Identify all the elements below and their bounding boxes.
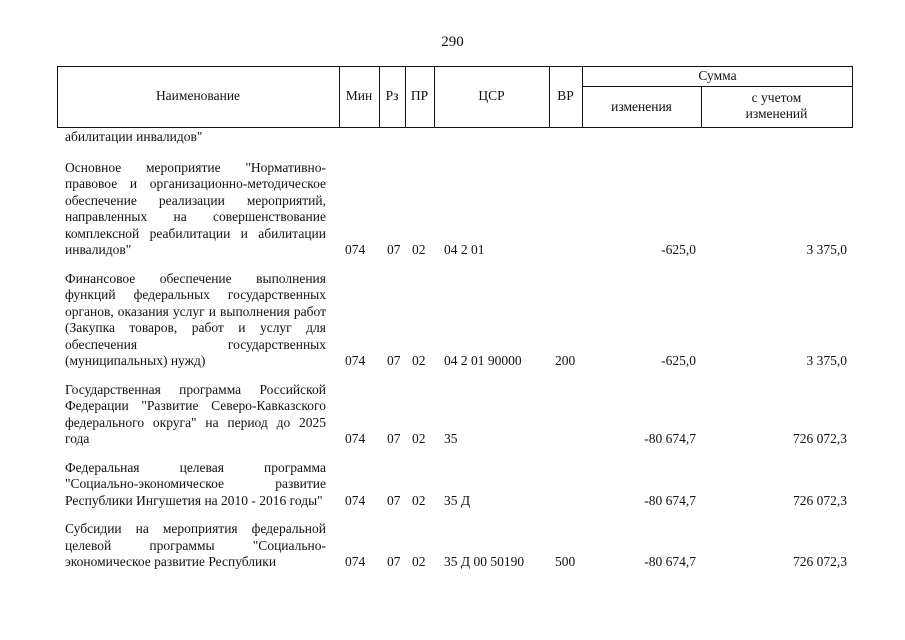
table-header [57,66,853,128]
row-csr: 35 Д 00 50190 [444,554,525,569]
row-change: -625,0 [661,242,696,257]
row-min: 074 [345,242,366,257]
row-name: Субсидии на мероприятия федеральной целевой программы "Социально-экономическое развитие Республики [65,521,326,569]
row-continuation-text: абилитации инвалидов" [65,129,203,144]
header-rz: Рз [385,88,399,103]
table-row [57,376,853,454]
row-rz: 07 [387,431,401,446]
header-sum-divider [582,86,853,87]
row-rz: 07 [387,492,401,508]
page-number: 290 [441,34,464,50]
row-pr: 02 [412,431,426,446]
row-name: Основное мероприятие "Нормативно-правовое и организационно-методическое обеспечение реализации мероприятий, направленных на совершенствование комплексной реабилитации и абилитации инвалидов" [65,159,326,257]
row-name: Федеральная целевая программа "Социально-экономическое развитие Республики Ингушетия на 2010 - 2016 годы" [65,459,326,508]
row-name: Финансовое обеспечение выполнения функций федеральных государственных органов, оказания услуг и выполнения работ (Закупка товаров, работ и услуг для обеспечения государственных (муниципальных) нужд) [65,270,326,368]
table-row [57,515,853,577]
header-sum: Сумма [698,68,737,83]
table-row [57,265,853,376]
row-pr: 02 [412,242,426,257]
row-total: 3 375,0 [806,353,847,368]
row-total: 726 072,3 [793,492,847,508]
row-vr: 200 [555,353,576,368]
header-border-top [57,66,853,67]
row-csr: 04 2 01 [444,242,485,257]
header-with-change-line1: с учетом [751,90,802,105]
table-row [57,150,853,265]
row-pr: 02 [412,353,426,368]
row-change: -625,0 [661,353,696,368]
row-total: 3 375,0 [806,242,847,257]
header-name: Наименование [155,88,241,103]
table-row [57,454,853,516]
row-csr: 35 Д [444,492,471,508]
header-change: изменения [611,99,672,114]
row-rz: 07 [387,554,401,569]
header-border-bottom [57,127,853,128]
row-csr: 35 [444,431,458,446]
row-csr: 04 2 01 90000 [444,353,522,368]
table-body [57,129,853,577]
row-rz: 07 [387,353,401,368]
header-with-change-line2: изменений [745,106,808,121]
table-row-continuation [57,129,853,150]
header-pr: ПР [410,88,429,103]
row-pr: 02 [412,554,426,569]
row-change: -80 674,7 [644,492,696,508]
row-vr: 500 [555,554,576,569]
row-min: 074 [345,353,366,368]
row-change: -80 674,7 [644,554,696,569]
header-csr: ЦСР [478,88,505,103]
row-min: 074 [345,492,366,508]
row-pr: 02 [412,492,426,508]
row-rz: 07 [387,242,401,257]
row-min: 074 [345,554,366,569]
row-name: Государственная программа Российской Федерации "Развитие Северо-Кавказского федерального округа" на период до 2025 года [65,381,326,446]
header-with-change [701,90,852,122]
header-vr: ВР [557,88,574,103]
row-total: 726 072,3 [793,431,847,446]
row-total: 726 072,3 [793,554,847,569]
row-min: 074 [345,431,366,446]
row-change: -80 674,7 [644,431,696,446]
header-min: Мин [345,88,373,103]
